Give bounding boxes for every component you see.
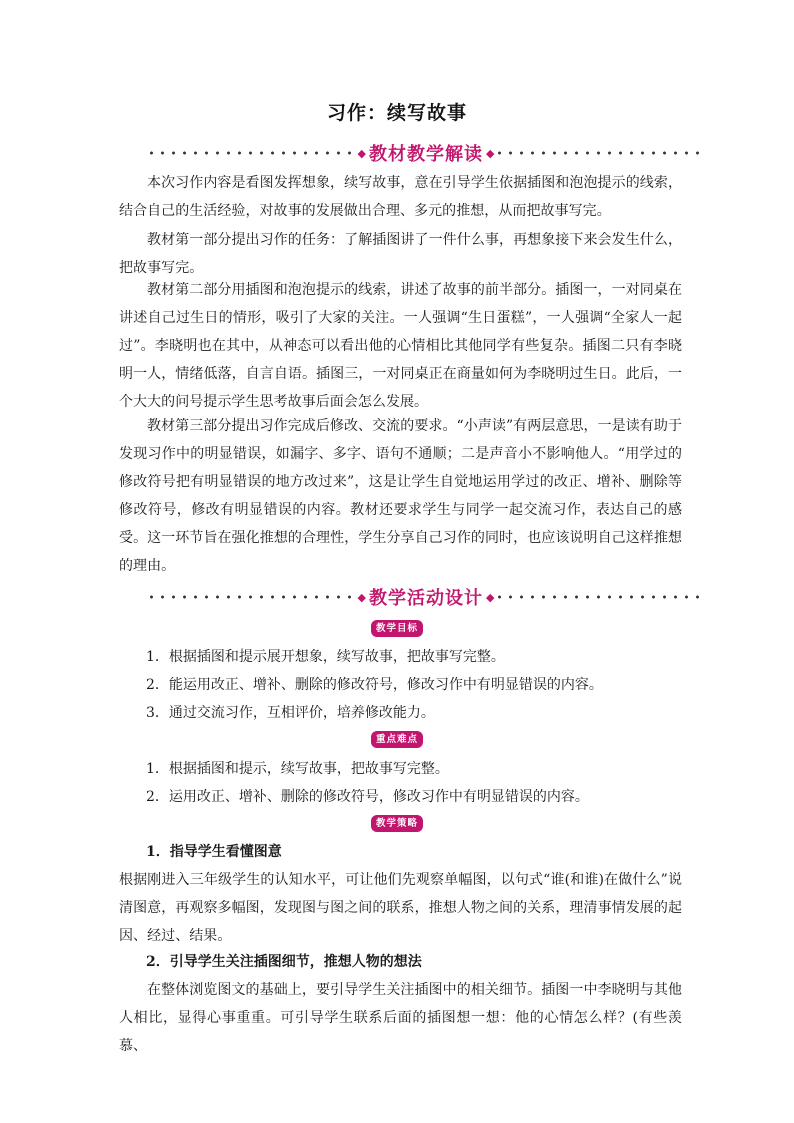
section-title-interpretation: 教材教学解读 xyxy=(369,144,483,165)
diamond-icon: ◆ xyxy=(486,590,495,604)
badge-key-points: 重点难点 xyxy=(371,731,423,748)
page-title: 习作：续写故事 xyxy=(326,102,467,124)
strategy-step-1-title: 1．指导学生看懂图意 xyxy=(146,844,282,860)
dotted-rule-right xyxy=(494,595,706,599)
paragraph-4: 教材第三部分提出习作完成后修改、交流的要求。“小声读”有两层意思，一是读有助于发现习作中的明显错误，如漏字、多字、语句不通顺；二是声音小不影响他人。“用学过的修改符号把有明显错误的地方改过来”，这是让学生自觉地运用学过的改正、增补、删除等修改符号，修改有明显错误的内容。教材还要求学生与同学一起交流习作，表达自己的感受。这一环节旨在强化推想的合理性，学生分享自己习作的同时，也应该说明自己这样推想的理由。 xyxy=(119,418,682,574)
goal-item-2: 2．能运用改正、增补、删除的修改符号，修改习作中有明显错误的内容。 xyxy=(146,677,603,693)
strategy-step-2-body: 在整体浏览图文的基础上，要引导学生关注插图中的相关细节。插图一中李晓明与其他人相比，显得心事重重。可引导学生联系后面的插图想一想：他的心情怎么样？(有些羡慕、 xyxy=(119,982,682,1054)
diamond-icon: ◆ xyxy=(357,146,366,160)
paragraph-3: 教材第二部分用插图和泡泡提示的线索，讲述了故事的前半部分。插图一，一对同桌在讲述自己过生日的情形，吸引了大家的关注。一人强调“生日蛋糕”，一人强调“全家人一起过”。李晓明也在其中，从神态可以看出他的心情相比其他同学有些复杂。插图二只有李晓明一人，情绪低落，自言自语。插图三，一对同桌正在商量如何为李晓明过生日。此后，一个大大的问号提示学生思考故事后面会怎么发展。 xyxy=(119,282,682,410)
badge-goals: 教学目标 xyxy=(371,620,423,637)
paragraph-1: 本次习作内容是看图发挥想象，续写故事，意在引导学生依据插图和泡泡提示的线索，结合自己的生活经验，对故事的发展做出合理、多元的推想，从而把故事写完。 xyxy=(119,175,682,219)
goal-item-1: 1．根据插图和提示展开想象，续写故事，把故事写完整。 xyxy=(146,649,505,665)
section-heading-design xyxy=(146,583,706,611)
badge-strategy: 教学策略 xyxy=(371,815,423,832)
key-point-item-1: 1．根据插图和提示，续写故事，把故事写完整。 xyxy=(146,761,449,777)
badge-row-strategy xyxy=(0,815,794,832)
dotted-rule-right xyxy=(494,151,706,155)
goal-item-3: 3．通过交流习作，互相评价，培养修改能力。 xyxy=(146,705,435,721)
dotted-rule-left xyxy=(146,595,358,599)
dotted-rule-left xyxy=(146,151,358,155)
badge-row-goals xyxy=(0,620,794,637)
section-title-design: 教学活动设计 xyxy=(369,588,483,609)
section-heading-interpretation xyxy=(146,139,706,167)
key-point-item-2: 2．运用改正、增补、删除的修改符号，修改习作中有明显错误的内容。 xyxy=(146,789,589,805)
strategy-step-1-body: 根据刚进入三年级学生的认知水平，可让他们先观察单幅图，以句式“谁(和谁)在做什么”说清图意，再观察多幅图，发现图与图之间的联系，推想人物之间的关系，理清事情发展的起因、经过、结果。 xyxy=(119,872,682,944)
badge-row-key-points xyxy=(0,731,794,748)
diamond-icon: ◆ xyxy=(357,590,366,604)
diamond-icon: ◆ xyxy=(486,146,495,160)
paragraph-2: 教材第一部分提出习作的任务：了解插图讲了一件什么事，再想象接下来会发生什么，把故事写完。 xyxy=(119,232,682,276)
strategy-step-2-title: 2．引导学生关注插图细节，推想人物的想法 xyxy=(146,954,422,970)
